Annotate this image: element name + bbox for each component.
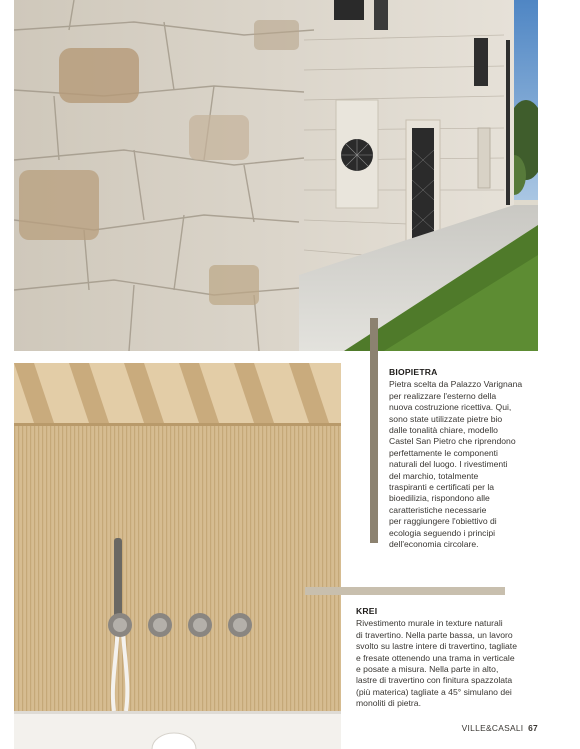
caption-line: e fresate ottenendo una trama in verticale [356, 652, 515, 663]
caption-line: Castel San Pietro che riprendono [389, 436, 516, 447]
caption-line: bioedilizia, rispondono alle [389, 493, 490, 504]
caption-line: per raggiungere l'obiettivo di [389, 516, 497, 527]
accent-bar-vertical [370, 318, 378, 543]
caption-line: monoliti di pietra. [356, 698, 421, 709]
caption-biopietra [389, 367, 539, 551]
caption-line: perfettamente le componenti [389, 447, 498, 458]
page-number: 67 [528, 723, 538, 733]
caption-line: svolto su lastre intere di travertino, tagliate [356, 641, 517, 652]
magazine-name: VILLE&CASALI [461, 723, 524, 733]
caption-line: ecologia seguendo i principi [389, 527, 496, 538]
caption-krei [356, 606, 536, 710]
caption-line: del marchio, totalmente [389, 470, 479, 481]
travertine-shower-illustration [14, 363, 341, 749]
caption-line: dalle tonalità chiare, modello [389, 425, 498, 436]
caption-line: Rivestimento murale in texture naturali [356, 618, 503, 629]
caption-line: di travertino. Nella parte bassa, un lavoro [356, 629, 513, 640]
caption-title: KREI [356, 606, 378, 616]
page-folio [462, 723, 538, 733]
caption-line: lastre di travertino con finitura spazzolata [356, 675, 513, 686]
caption-line: e posate a misura. Nella parte in alto, [356, 664, 499, 675]
caption-line: dell'economia circolare. [389, 539, 479, 550]
accent-bar-horizontal [305, 587, 505, 595]
stone-facade-photo [14, 0, 538, 351]
caption-line: Pietra scelta da Palazzo Varignana [389, 379, 523, 390]
travertine-shower-photo [14, 363, 341, 749]
caption-line: (più materica) tagliate a 45° simulano dei [356, 686, 512, 697]
caption-title: BIOPIETRA [389, 367, 438, 377]
caption-line: nuova costruzione ricettiva. Qui, [389, 402, 512, 413]
caption-line: per realizzare l'esterno della [389, 390, 497, 401]
caption-line: sono state utilizzate pietre bio [389, 413, 503, 424]
caption-line: traspiranti e certificati per la [389, 482, 495, 493]
caption-line: naturali del luogo. I rivestimenti [389, 459, 508, 470]
stone-facade-illustration [14, 0, 538, 351]
caption-line: caratteristiche necessarie [389, 504, 487, 515]
